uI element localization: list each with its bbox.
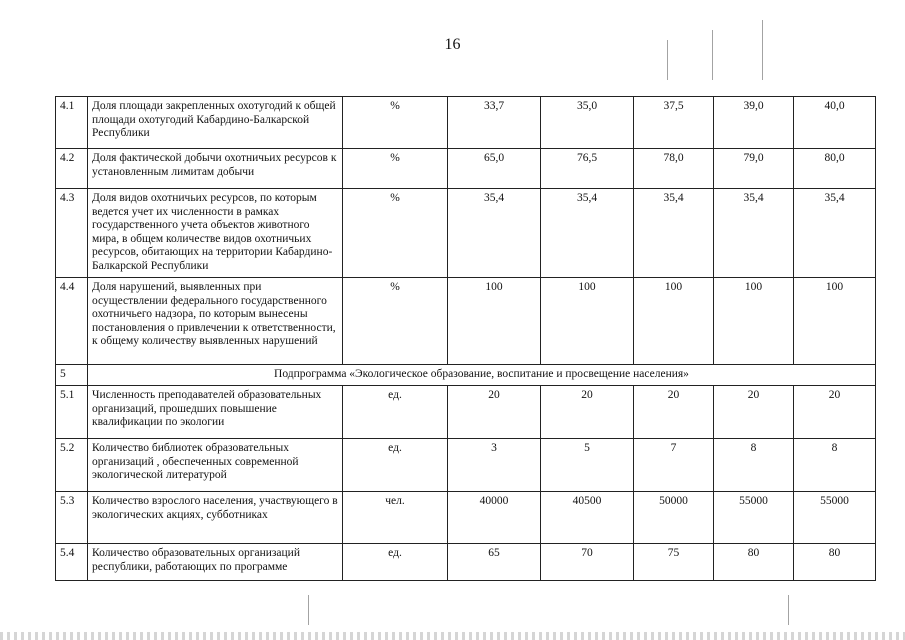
row-number: 5.1	[56, 386, 88, 439]
subprogram-row	[56, 365, 876, 386]
indicator-value: 35,4	[794, 189, 876, 278]
row-number: 5.2	[56, 439, 88, 492]
indicator-value: 35,4	[448, 189, 541, 278]
row-number: 4.2	[56, 149, 88, 189]
table-row	[56, 386, 876, 439]
indicator-unit: %	[343, 278, 448, 365]
indicators-table	[55, 96, 876, 581]
indicator-value: 3	[448, 439, 541, 492]
indicator-value: 20	[634, 386, 714, 439]
row-number: 5.3	[56, 492, 88, 544]
table-row	[56, 189, 876, 278]
table-row	[56, 492, 876, 544]
indicator-unit: чел.	[343, 492, 448, 544]
scan-artifact	[712, 30, 713, 80]
indicator-value: 40000	[448, 492, 541, 544]
indicator-value: 33,7	[448, 97, 541, 149]
indicator-value: 55000	[714, 492, 794, 544]
indicator-value: 50000	[634, 492, 714, 544]
indicator-value: 20	[714, 386, 794, 439]
indicator-value: 80	[714, 544, 794, 581]
indicator-name: Количество образовательных организаций республики, работающих по программе	[88, 544, 343, 581]
indicator-unit: %	[343, 149, 448, 189]
table-row	[56, 278, 876, 365]
scan-artifact	[667, 40, 668, 80]
indicator-value: 100	[794, 278, 876, 365]
indicator-value: 100	[634, 278, 714, 365]
table-row	[56, 439, 876, 492]
indicator-value: 20	[448, 386, 541, 439]
indicator-unit: %	[343, 97, 448, 149]
scan-footer-noise	[0, 632, 905, 640]
indicator-value: 37,5	[634, 97, 714, 149]
page-number: 16	[444, 36, 461, 53]
indicator-name: Доля нарушений, выявленных при осуществлении федерального государственного охотничьего надзора, по которым вынесены постановления о привлечении к ответственности, к общему количеству выявленных нарушений	[88, 278, 343, 365]
indicator-name: Количество библиотек образовательных организаций , обеспеченных современной экологической литературой	[88, 439, 343, 492]
indicator-value: 40,0	[794, 97, 876, 149]
subprogram-title: Подпрограмма «Экологическое образование, воспитание и просвещение населения»	[88, 365, 876, 386]
indicator-value: 35,4	[634, 189, 714, 278]
indicator-value: 65	[448, 544, 541, 581]
indicator-value: 80	[794, 544, 876, 581]
scan-artifact	[762, 20, 763, 80]
row-number: 5.4	[56, 544, 88, 581]
indicator-value: 80,0	[794, 149, 876, 189]
indicator-value: 78,0	[634, 149, 714, 189]
row-number: 5	[56, 365, 88, 386]
indicator-name: Количество взрослого населения, участвующего в экологических акциях, субботниках	[88, 492, 343, 544]
indicator-value: 55000	[794, 492, 876, 544]
table-row	[56, 97, 876, 149]
indicator-value: 39,0	[714, 97, 794, 149]
indicator-value: 65,0	[448, 149, 541, 189]
row-number: 4.1	[56, 97, 88, 149]
indicator-name: Доля фактической добычи охотничьих ресурсов к установленным лимитам добычи	[88, 149, 343, 189]
indicator-value: 5	[541, 439, 634, 492]
indicator-value: 40500	[541, 492, 634, 544]
indicator-unit: ед.	[343, 544, 448, 581]
indicator-name: Численность преподавателей образовательных организаций, прошедших повышение квалификации по экологии	[88, 386, 343, 439]
row-number: 4.3	[56, 189, 88, 278]
indicator-value: 8	[714, 439, 794, 492]
scan-artifact	[788, 595, 789, 625]
scan-artifact	[308, 595, 309, 625]
indicator-value: 20	[541, 386, 634, 439]
indicator-value: 70	[541, 544, 634, 581]
indicator-value: 100	[714, 278, 794, 365]
row-number: 4.4	[56, 278, 88, 365]
table-row	[56, 149, 876, 189]
indicator-value: 75	[634, 544, 714, 581]
indicator-value: 7	[634, 439, 714, 492]
indicator-value: 100	[448, 278, 541, 365]
indicator-unit: ед.	[343, 439, 448, 492]
table-row	[56, 544, 876, 581]
indicator-name: Доля видов охотничьих ресурсов, по которым ведется учет их численности в рамках государственного учета объектов животного мира, в общем количестве видов охотничьих ресурсов, обитающих на территории Кабардино-Балкарской Республики	[88, 189, 343, 278]
indicator-value: 35,0	[541, 97, 634, 149]
indicator-value: 79,0	[714, 149, 794, 189]
indicator-value: 35,4	[714, 189, 794, 278]
indicator-value: 35,4	[541, 189, 634, 278]
indicator-value: 100	[541, 278, 634, 365]
indicator-value: 20	[794, 386, 876, 439]
indicator-value: 76,5	[541, 149, 634, 189]
indicator-name: Доля площади закрепленных охотугодий к общей площади охотугодий Кабардино-Балкарской Республики	[88, 97, 343, 149]
indicator-value: 8	[794, 439, 876, 492]
indicator-unit: ед.	[343, 386, 448, 439]
indicator-unit: %	[343, 189, 448, 278]
